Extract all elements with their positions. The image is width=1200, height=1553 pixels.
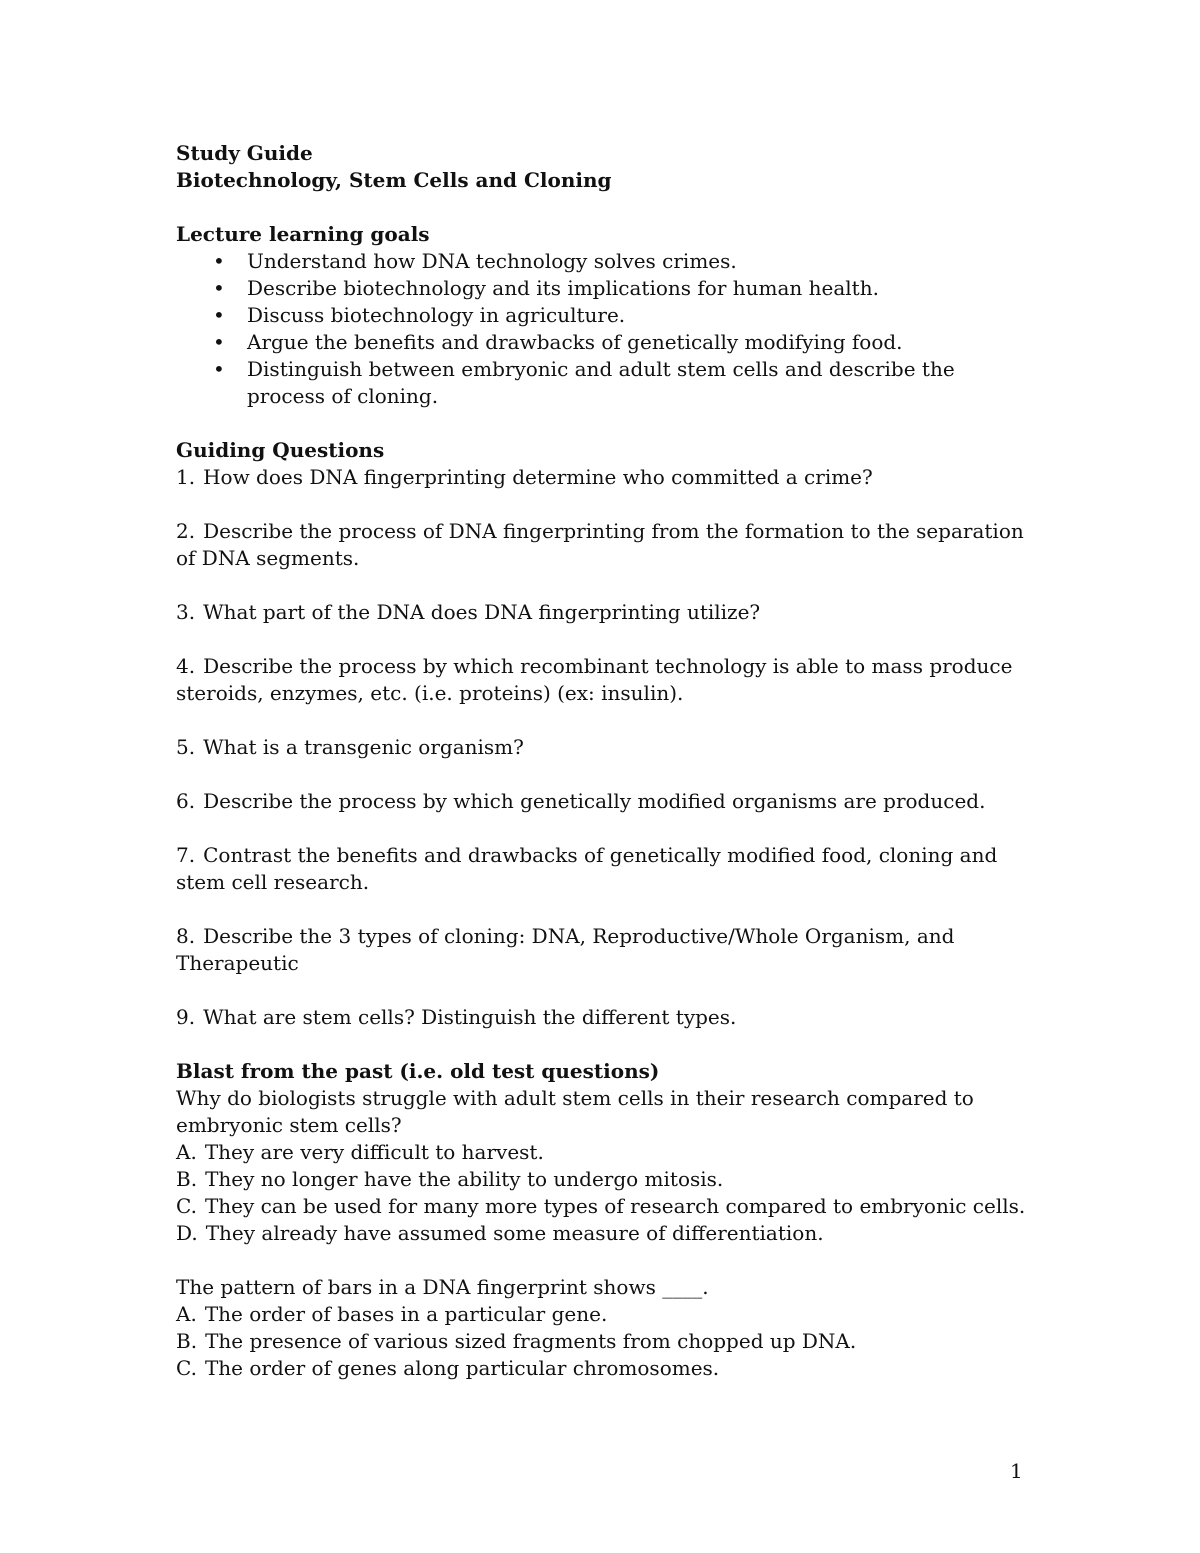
bullet-icon: • [213, 276, 225, 300]
question-item: 2. Describe the process of DNA fingerprinting from the formation to the separation of DNA segments. [176, 519, 1024, 570]
goal-item: • Discuss biotechnology in agriculture. [213, 303, 626, 327]
answer-option: A. They are very difficult to harvest. [176, 1140, 544, 1164]
question-item: 4. Describe the process by which recombinant technology is able to mass produce steroids, enzymes, etc. (i.e. proteins) (ex: insulin). [176, 654, 1013, 705]
answer-option: D. They already have assumed some measure of differentiation. [176, 1221, 824, 1245]
document-page [176, 140, 1036, 1382]
bullet-icon: • [213, 249, 225, 273]
answer-option: C. The order of genes along particular chromosomes. [176, 1356, 720, 1380]
test-question-stem: Why do biologists struggle with adult stem cells in their research compared to embryonic stem cells? [176, 1086, 974, 1137]
goal-item: • Understand how DNA technology solves crimes. [213, 249, 737, 273]
answer-option: B. They no longer have the ability to undergo mitosis. [176, 1167, 724, 1191]
goals-heading: Lecture learning goals [176, 222, 430, 246]
bullet-icon: • [213, 303, 225, 327]
blast-heading: Blast from the past (i.e. old test questions) [176, 1059, 660, 1083]
questions-heading: Guiding Questions [176, 438, 385, 462]
question-item: 8. Describe the 3 types of cloning: DNA, Reproductive/Whole Organism, and Therapeutic [176, 924, 955, 975]
question-item: 9. What are stem cells? Distinguish the different types. [176, 1005, 737, 1029]
answer-option: A. The order of bases in a particular gene. [176, 1302, 608, 1326]
page-number: 1 [1010, 1459, 1023, 1483]
question-item: 5. What is a transgenic organism? [176, 735, 524, 759]
answer-option: C. They can be used for many more types of research compared to embryonic cells. [176, 1194, 1026, 1218]
test-question-stem: The pattern of bars in a DNA fingerprint shows ____. [176, 1275, 709, 1299]
question-item: 6. Describe the process by which genetically modified organisms are produced. [176, 789, 986, 813]
goal-item: • Argue the benefits and drawbacks of genetically modifying food. [213, 330, 903, 354]
answer-option: B. The presence of various sized fragments from chopped up DNA. [176, 1329, 857, 1353]
question-item: 1. How does DNA fingerprinting determine who committed a crime? [176, 465, 873, 489]
question-item: 7. Contrast the benefits and drawbacks of genetically modified food, cloning and stem cell research. [176, 843, 998, 894]
document-subtitle: Biotechnology, Stem Cells and Cloning [176, 168, 612, 192]
bullet-icon: • [213, 330, 225, 354]
goal-item: • Distinguish between embryonic and adult stem cells and describe the process of cloning. [213, 357, 955, 408]
goal-item: • Describe biotechnology and its implications for human health. [213, 276, 879, 300]
goals-list [176, 248, 1036, 410]
document-title: Study Guide [176, 141, 313, 165]
bullet-icon: • [213, 357, 225, 381]
question-item: 3. What part of the DNA does DNA fingerprinting utilize? [176, 600, 761, 624]
